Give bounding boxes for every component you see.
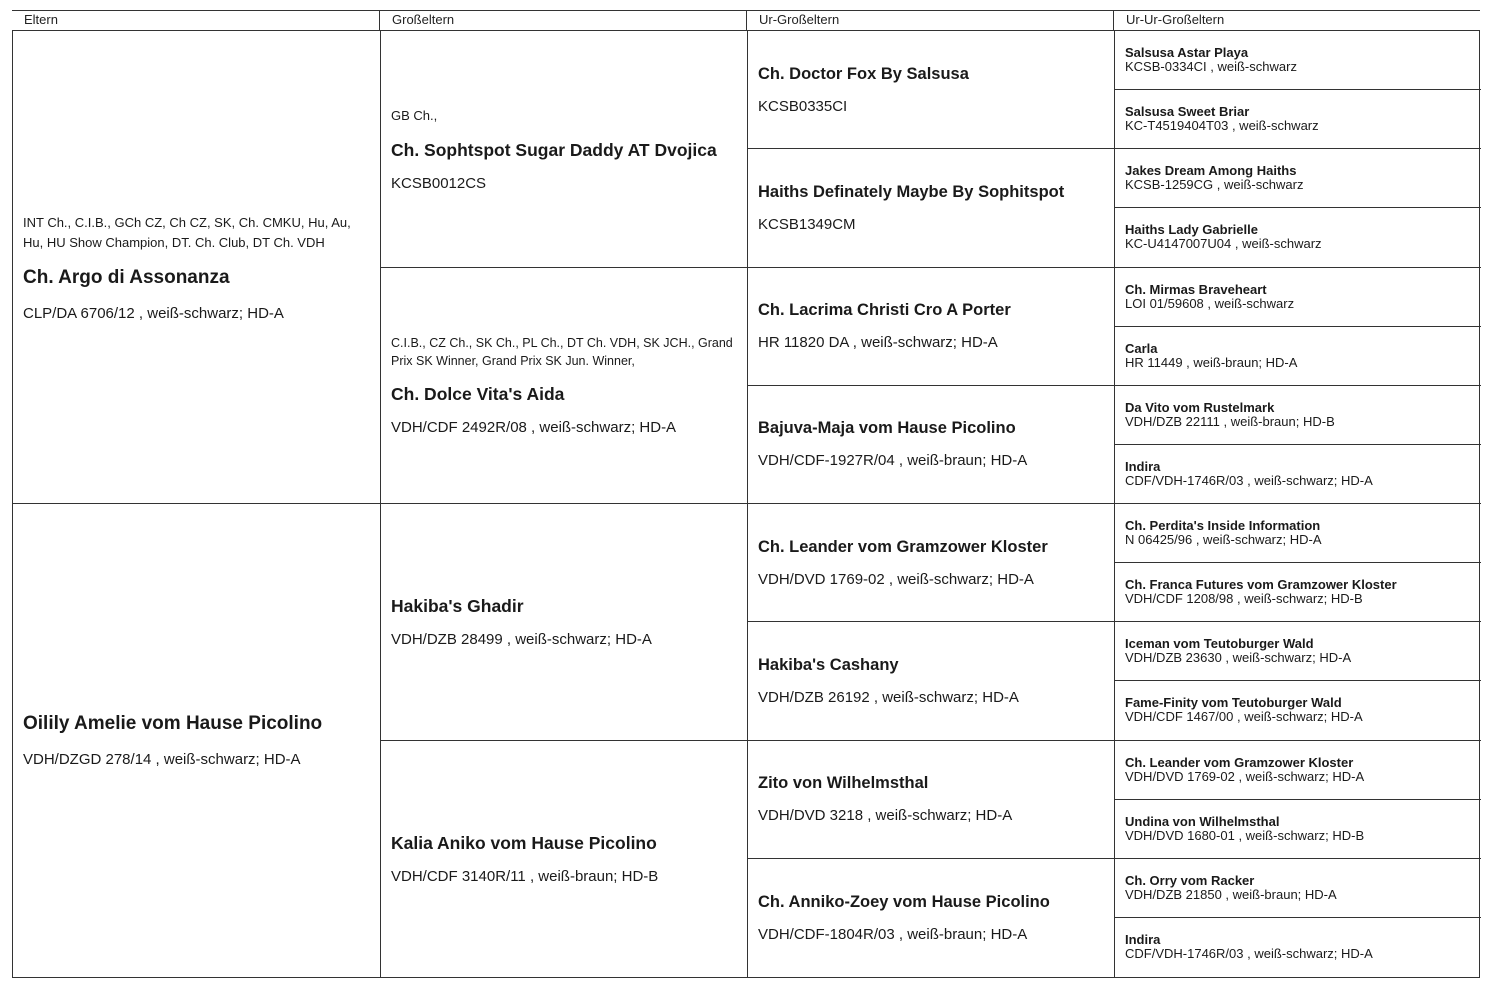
great-grandparent-cell (748, 741, 1115, 859)
grandparent-name: Kalia Aniko vom Hause Picolino (391, 832, 657, 853)
grandparent-cell (381, 268, 748, 505)
great-grandparent-reg: VDH/DVD 3218 , weiß-schwarz; HD-A (758, 807, 1013, 825)
ggg-reg: VDH/CDF 1467/00 , weiß-schwarz; HD-A (1125, 709, 1363, 725)
ggg-name: Fame-Finity vom Teutoburger Wald (1125, 695, 1342, 711)
grandparent-titles: C.I.B., CZ Ch., SK Ch., PL Ch., DT Ch. VDH, SK JCH., Grand Prix SK Winner, Grand Prix SK Jun. Winner, (391, 336, 733, 369)
header-grosseltern: Großeltern (379, 11, 746, 31)
great-grandparent-reg: VDH/CDF-1804R/03 , weiß-braun; HD-A (758, 925, 1028, 943)
great-great-grandparent-cell (1115, 31, 1481, 90)
parent-sire-cell (13, 31, 381, 504)
ggg-name: Ch. Mirmas Braveheart (1125, 281, 1267, 297)
ggg-name: Undina von Wilhelmsthal (1125, 813, 1280, 829)
grandparent-name: Ch. Dolce Vita's Aida (391, 384, 565, 405)
great-great-grandparent-cell (1115, 622, 1481, 681)
parent-sire-reg: CLP/DA 6706/12 , weiß-schwarz; HD-A (23, 304, 284, 322)
column-headers (12, 10, 1480, 31)
ggg-reg: VDH/DVD 1769-02 , weiß-schwarz; HD-A (1125, 768, 1365, 784)
ggg-reg: KCSB-1259CG , weiß-schwarz (1125, 177, 1304, 193)
great-grandparent-name: Ch. Doctor Fox By Salsusa (758, 64, 969, 83)
great-great-grandparent-cell (1115, 327, 1481, 386)
great-great-grandparent-cell (1115, 445, 1481, 504)
ggg-reg: HR 11449 , weiß-braun; HD-A (1125, 354, 1298, 370)
ggg-name: Indira (1125, 931, 1161, 947)
ggg-name: Ch. Franca Futures vom Gramzower Kloster (1125, 577, 1397, 593)
great-grandparent-cell (748, 268, 1115, 386)
parent-sire-name: Ch. Argo di Assonanza (23, 266, 230, 288)
ggg-reg: KC-T4519404T03 , weiß-schwarz (1125, 118, 1319, 134)
great-grandparent-reg: VDH/DZB 26192 , weiß-schwarz; HD-A (758, 688, 1019, 706)
great-grandparent-name: Hakiba's Cashany (758, 655, 899, 674)
pedigree-sheet (12, 10, 1480, 978)
ggg-name: Salsusa Sweet Briar (1125, 104, 1250, 120)
great-great-grandparent-cell (1115, 681, 1481, 740)
grandparent-cell (381, 504, 748, 741)
ggg-name: Salsusa Astar Playa (1125, 45, 1249, 60)
great-great-grandparent-cell (1115, 918, 1481, 977)
parent-dam-name: Oilily Amelie vom Hause Picolino (23, 713, 323, 734)
parent-sire-titles: INT Ch., C.I.B., GCh CZ, Ch CZ, SK, Ch. CMKU, Hu, Au, Hu, HU Show Champion, DT. Ch. Club, DT Ch. VDH (23, 214, 351, 250)
grandparent-name: Ch. Sophtspot Sugar Daddy AT Dvojica (391, 139, 717, 160)
ggg-reg: CDF/VDH-1746R/03 , weiß-schwarz; HD-A (1125, 945, 1373, 961)
great-great-grandparent-cell (1115, 741, 1481, 800)
great-great-grandparent-cell (1115, 386, 1481, 445)
ggg-reg: N 06425/96 , weiß-schwarz; HD-A (1125, 532, 1322, 547)
great-grandparent-cell (748, 622, 1115, 740)
grandparent-name: Hakiba's Ghadir (391, 595, 524, 616)
great-grandparent-name: Ch. Lacrima Christi Cro A Porter (758, 301, 1011, 320)
ggg-reg: KCSB-0334CI , weiß-schwarz (1125, 59, 1297, 74)
great-great-grandparent-cell (1115, 563, 1481, 622)
great-grandparent-name: Haiths Definately Maybe By Sophitspot (758, 182, 1065, 201)
ggg-reg: VDH/CDF 1208/98 , weiß-schwarz; HD-B (1125, 591, 1363, 607)
great-great-grandparent-cell (1115, 208, 1481, 267)
ggg-name: Carla (1125, 340, 1158, 356)
great-grandparent-cell (748, 31, 1115, 149)
ggg-reg: CDF/VDH-1746R/03 , weiß-schwarz; HD-A (1125, 472, 1373, 488)
great-grandparent-cell (748, 149, 1115, 267)
parent-dam-cell (13, 504, 381, 977)
grandparent-reg: VDH/CDF 3140R/11 , weiß-braun; HD-B (391, 867, 659, 885)
great-great-grandparent-cell (1115, 268, 1481, 327)
great-grandparent-name: Zito von Wilhelmsthal (758, 774, 929, 793)
great-great-grandparent-cell (1115, 149, 1481, 208)
great-grandparent-name: Bajuva-Maja vom Hause Picolino (758, 419, 1016, 438)
great-great-grandparent-cell (1115, 504, 1481, 563)
great-grandparent-cell (748, 386, 1115, 504)
header-ur-grosseltern: Ur-Großeltern (746, 11, 1113, 31)
ggg-name: Ch. Orry vom Racker (1125, 872, 1255, 888)
grandparent-cell (381, 741, 748, 978)
ggg-name: Ch. Perdita's Inside Information (1125, 518, 1321, 533)
ggg-reg: VDH/DZB 21850 , weiß-braun; HD-A (1125, 886, 1337, 902)
great-grandparent-name: Ch. Anniko-Zoey vom Hause Picolino (758, 892, 1050, 911)
ggg-reg: VDH/DVD 1680-01 , weiß-schwarz; HD-B (1125, 827, 1365, 843)
ggg-name: Da Vito vom Rustelmark (1125, 399, 1275, 415)
grandparent-cell (381, 31, 748, 268)
ggg-name: Haiths Lady Gabrielle (1125, 222, 1258, 238)
ggg-reg: VDH/DZB 22111 , weiß-braun; HD-B (1125, 413, 1335, 429)
great-grandparent-reg: HR 11820 DA , weiß-schwarz; HD-A (758, 334, 998, 352)
ggg-name: Iceman vom Teutoburger Wald (1125, 636, 1314, 652)
parent-dam-reg: VDH/DZGD 278/14 , weiß-schwarz; HD-A (23, 751, 301, 768)
great-grandparent-reg: KCSB0335CI (758, 97, 848, 115)
header-ur-ur-grosseltern: Ur-Ur-Großeltern (1113, 11, 1480, 31)
great-grandparent-cell (748, 859, 1115, 977)
great-grandparent-reg: KCSB1349CM (758, 215, 856, 233)
grandparent-reg: VDH/DZB 28499 , weiß-schwarz; HD-A (391, 630, 652, 648)
ggg-reg: LOI 01/59608 , weiß-schwarz (1125, 295, 1295, 311)
great-great-grandparent-cell (1115, 859, 1481, 918)
grandparent-reg: KCSB0012CS (391, 174, 487, 192)
great-great-grandparent-cell (1115, 800, 1481, 859)
ggg-name: Ch. Leander vom Gramzower Kloster (1125, 754, 1354, 770)
pedigree-table (12, 30, 1480, 978)
ggg-reg: KC-U4147007U04 , weiß-schwarz (1125, 236, 1322, 252)
grandparent-reg: VDH/CDF 2492R/08 , weiß-schwarz; HD-A (391, 419, 677, 437)
great-grandparent-cell (748, 504, 1115, 622)
ggg-reg: VDH/DZB 23630 , weiß-schwarz; HD-A (1125, 650, 1352, 666)
great-grandparent-reg: VDH/DVD 1769-02 , weiß-schwarz; HD-A (758, 570, 1034, 588)
great-grandparent-name: Ch. Leander vom Gramzower Kloster (758, 537, 1048, 556)
great-great-grandparent-cell (1115, 90, 1481, 149)
ggg-name: Jakes Dream Among Haiths (1125, 163, 1297, 179)
header-eltern: Eltern (24, 12, 58, 27)
ggg-name: Indira (1125, 458, 1161, 474)
great-grandparent-reg: VDH/CDF-1927R/04 , weiß-braun; HD-A (758, 452, 1028, 470)
grandparent-titles: GB Ch., (391, 107, 438, 123)
